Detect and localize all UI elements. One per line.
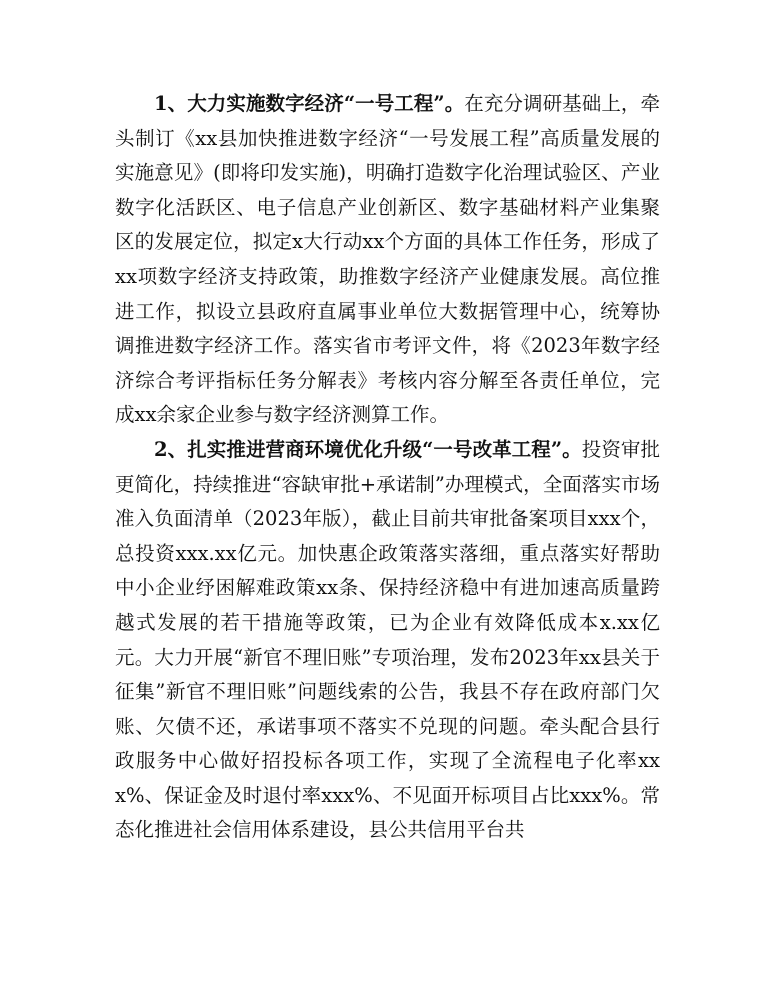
paragraph-heading: 2、扎实推进营商环境优化升级“一号改革工程”。 <box>154 437 582 461</box>
paragraph-body: 投资审批更简化，持续推进“容缺审批+承诺制”办理模式，全面落实市场准入负面清单（2023年版），截止目前共审批备案项目xxx个，总投资xxx.xx亿元。加快惠企政策落实落细，重点落实好帮助中小企业纾困解难政策xx条、保持经济稳中有进加速高质量跨越式发展的若干措施等政策，已为企业有效降低成本x.xx亿元。大力开展“新官不理旧账”专项治理，发布2023年xx县关于征集”新官不理旧账”问题线索的公告，我县不存在政府部门欠账、欠债不还，承诺事项不落实不兑现的问题。牵头配合县行政服务中心做好招投标各项工作，实现了全流程电子化率xxx%、保证金及时退付率xxx%、不见面开标项目占比xxx%。常态化推进社会信用体系建设，县公共信用平台共 <box>115 437 660 842</box>
paragraph-business-environment <box>115 433 660 848</box>
paragraph-digital-economy <box>115 87 660 433</box>
paragraph-heading: 1、大力实施数字经济“一号工程”。 <box>154 92 465 115</box>
document-page <box>115 87 660 848</box>
paragraph-body: 在充分调研基础上，牵头制订《xx县加快推进数字经济“一号发展工程”高质量发展的实施意见》(即将印发实施)，明确打造数字化治理试验区、产业数字化活跃区、电子信息产业创新区、数字基础材料产业集聚区的发展定位，拟定x大行动xx个方面的具体工作任务，形成了xx项数字经济支持政策，助推数字经济产业健康发展。高位推进工作，拟设立县政府直属事业单位大数据管理中心，统筹协调推进数字经济工作。落实省市考评文件，将《2023年数字经济综合考评指标任务分解表》考核内容分解至各责任单位，完成xx余家企业参与数字经济测算工作。 <box>115 92 660 427</box>
